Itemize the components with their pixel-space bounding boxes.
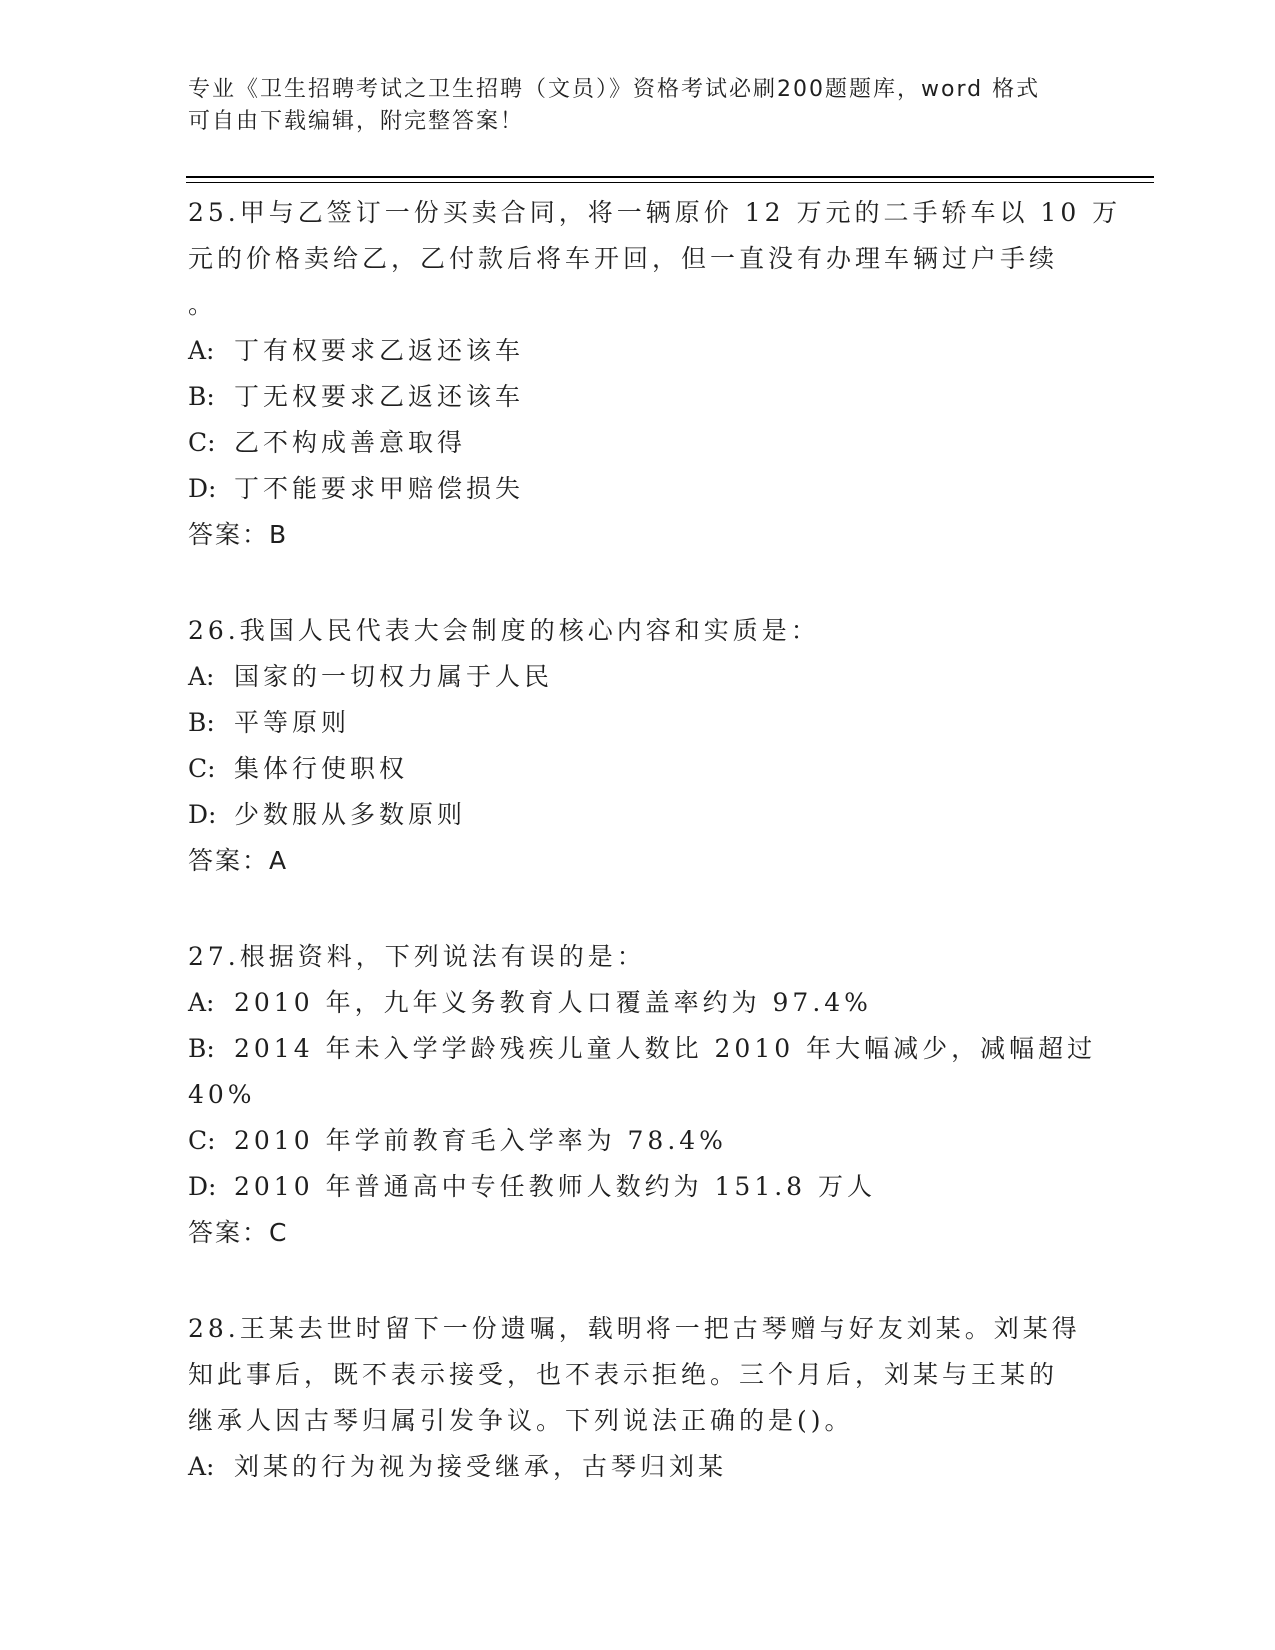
option-text: 平等原则 — [234, 708, 351, 737]
option-label: B: — [188, 1034, 215, 1063]
stem-line: 元的价格卖给乙，乙付款后将车开回，但一直没有办理车辆过户手续 — [188, 244, 1059, 273]
option-label: D: — [188, 474, 217, 503]
header-line-2: 可自由下载编辑，附完整答案！ — [188, 109, 525, 134]
option-label: D: — [188, 1172, 217, 1201]
option-text: 乙不构成善意取得 — [234, 428, 467, 457]
option-label: C: — [188, 428, 216, 457]
option-text: 丁有权要求乙返还该车 — [234, 336, 525, 365]
option-c — [188, 420, 1088, 466]
option-label: D: — [188, 800, 217, 829]
stem-line: 知此事后，既不表示接受，也不表示拒绝。三个月后，刘某与王某的 — [188, 1360, 1059, 1389]
option-text: 2010 年，九年义务教育人口覆盖率约为 97.4% — [234, 988, 872, 1017]
question-list — [188, 190, 1122, 1540]
option-text: 集体行使职权 — [234, 754, 409, 783]
option-b — [188, 374, 1088, 420]
option-text: 2010 年普通高中专任教师人数约为 151.8 万人 — [234, 1172, 877, 1201]
question-25 — [188, 190, 1122, 558]
option-label: B: — [188, 382, 215, 411]
option-label: B: — [188, 708, 215, 737]
option-b — [188, 700, 1088, 746]
option-text: 丁不能要求甲赔偿损失 — [234, 474, 525, 503]
header-divider-thin — [186, 182, 1154, 183]
option-text-continuation: 40% — [188, 1080, 256, 1109]
option-d — [188, 1164, 1088, 1210]
question-stem — [188, 608, 1088, 654]
option-b-continuation — [188, 1072, 1088, 1118]
option-text: 刘某的行为视为接受继承，古琴归刘某 — [234, 1452, 728, 1481]
option-d — [188, 466, 1088, 512]
option-label: A: — [188, 336, 215, 365]
stem-line: 28.王某去世时留下一份遗嘱，载明将一把古琴赠与好友刘某。刘某得 — [188, 1314, 1081, 1343]
option-c — [188, 746, 1088, 792]
stem-line: 。 — [188, 290, 218, 319]
option-a — [188, 328, 1088, 374]
header-divider-thick — [186, 176, 1154, 178]
option-c — [188, 1118, 1088, 1164]
option-text: 国家的一切权力属于人民 — [234, 662, 554, 691]
option-a — [188, 1444, 1088, 1490]
option-label: A: — [188, 1452, 215, 1481]
option-label: A: — [188, 988, 215, 1017]
option-text: 少数服从多数原则 — [234, 800, 467, 829]
option-a — [188, 980, 1088, 1026]
answer: 答案：B — [188, 520, 289, 549]
option-text: 2010 年学前教育毛入学率为 78.4% — [234, 1126, 727, 1155]
option-text: 丁无权要求乙返还该车 — [234, 382, 525, 411]
question-26 — [188, 608, 1088, 884]
question-stem — [188, 1306, 1088, 1444]
stem-line: 27.根据资料，下列说法有误的是： — [188, 942, 646, 971]
stem-line: 继承人因古琴归属引发争议。下列说法正确的是()。 — [188, 1406, 854, 1435]
question-stem — [188, 190, 1122, 328]
option-d — [188, 792, 1088, 838]
option-label: C: — [188, 1126, 216, 1155]
option-b — [188, 1026, 1097, 1072]
option-text: 2014 年未入学学龄残疾儿童人数比 2010 年大幅减少，减幅超过 — [234, 1034, 1097, 1063]
document-header — [188, 74, 1088, 138]
answer: 答案：A — [188, 846, 289, 875]
answer: 答案：C — [188, 1218, 289, 1247]
question-27 — [188, 934, 1097, 1256]
stem-line: 25.甲与乙签订一份买卖合同，将一辆原价 12 万元的二手轿车以 10 万 — [188, 198, 1122, 227]
question-stem — [188, 934, 1088, 980]
option-label: C: — [188, 754, 216, 783]
header-line-1: 专业《卫生招聘考试之卫生招聘（文员）》资格考试必刷200题题库，word 格式 — [188, 77, 1041, 102]
stem-line: 26.我国人民代表大会制度的核心内容和实质是： — [188, 616, 820, 645]
question-28 — [188, 1306, 1088, 1490]
option-label: A: — [188, 662, 215, 691]
option-a — [188, 654, 1088, 700]
